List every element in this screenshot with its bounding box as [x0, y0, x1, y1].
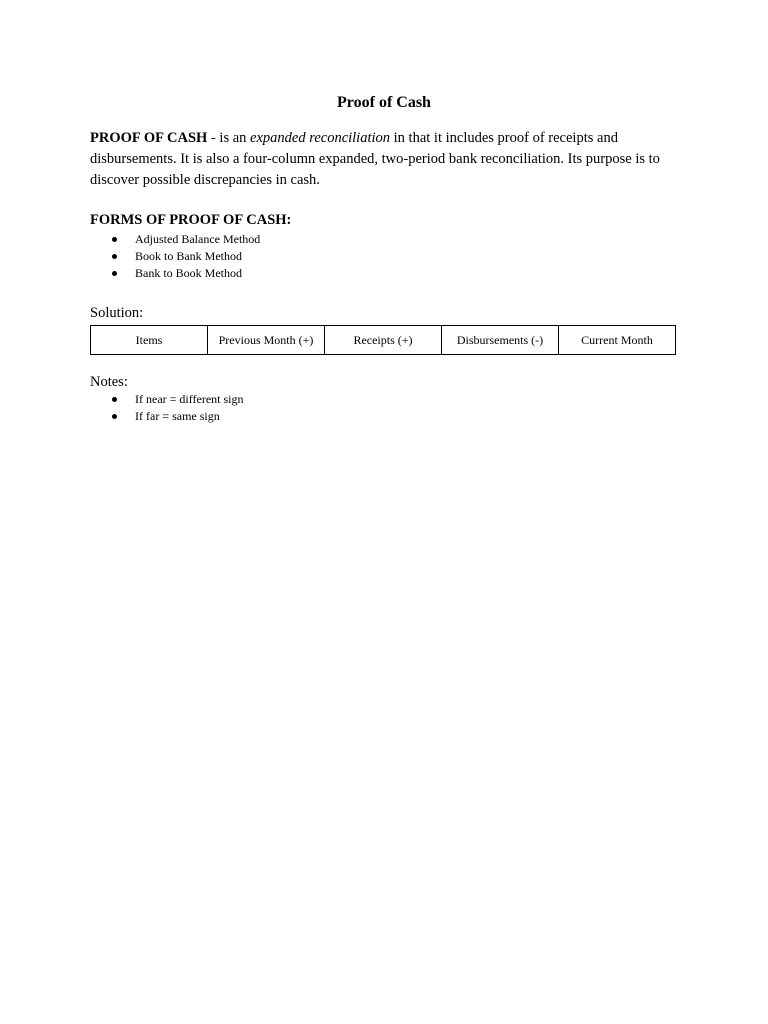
list-item: [90, 231, 260, 248]
list-item: [90, 408, 244, 425]
notes-label: Notes:: [90, 374, 128, 390]
table-header-row: [91, 326, 676, 355]
bullet-icon: [112, 414, 117, 419]
list-item-text: Adjusted Balance Method: [135, 232, 261, 246]
intro-text-after: in that it includes proof of receipts and disbursements. It is also a four-column expanded, two-period bank reconciliation. Its purpose is to discover possible discrepancies in cash.: [90, 130, 660, 188]
solution-label: Solution:: [90, 305, 144, 321]
bullet-icon: [112, 237, 117, 242]
solution-table: [90, 325, 676, 355]
intro-term: PROOF OF CASH: [90, 130, 208, 146]
forms-heading: FORMS OF PROOF OF CASH:: [90, 212, 292, 228]
table-header-cell: Receipts (+): [325, 326, 442, 355]
notes-list: [90, 391, 244, 425]
bullet-icon: [112, 254, 117, 259]
table-header-cell: Disbursements (-): [442, 326, 559, 355]
table-header-cell: Current Month: [559, 326, 676, 355]
list-item-text: If near = different sign: [135, 392, 244, 406]
intro-paragraph: [90, 128, 680, 191]
list-item: [90, 248, 260, 265]
forms-list: [90, 231, 260, 282]
bullet-icon: [112, 271, 117, 276]
list-item-text: Bank to Book Method: [135, 266, 242, 280]
intro-text-before: - is an: [207, 130, 251, 146]
list-item: [90, 391, 244, 408]
page-title: Proof of Cash: [337, 94, 431, 111]
list-item: [90, 265, 260, 282]
table-header-cell: Previous Month (+): [208, 326, 325, 355]
table-header-cell: Items: [91, 326, 208, 355]
list-item-text: If far = same sign: [135, 409, 220, 423]
intro-italic-phrase: expanded reconciliation: [250, 130, 391, 146]
bullet-icon: [112, 397, 117, 402]
list-item-text: Book to Bank Method: [135, 249, 242, 263]
